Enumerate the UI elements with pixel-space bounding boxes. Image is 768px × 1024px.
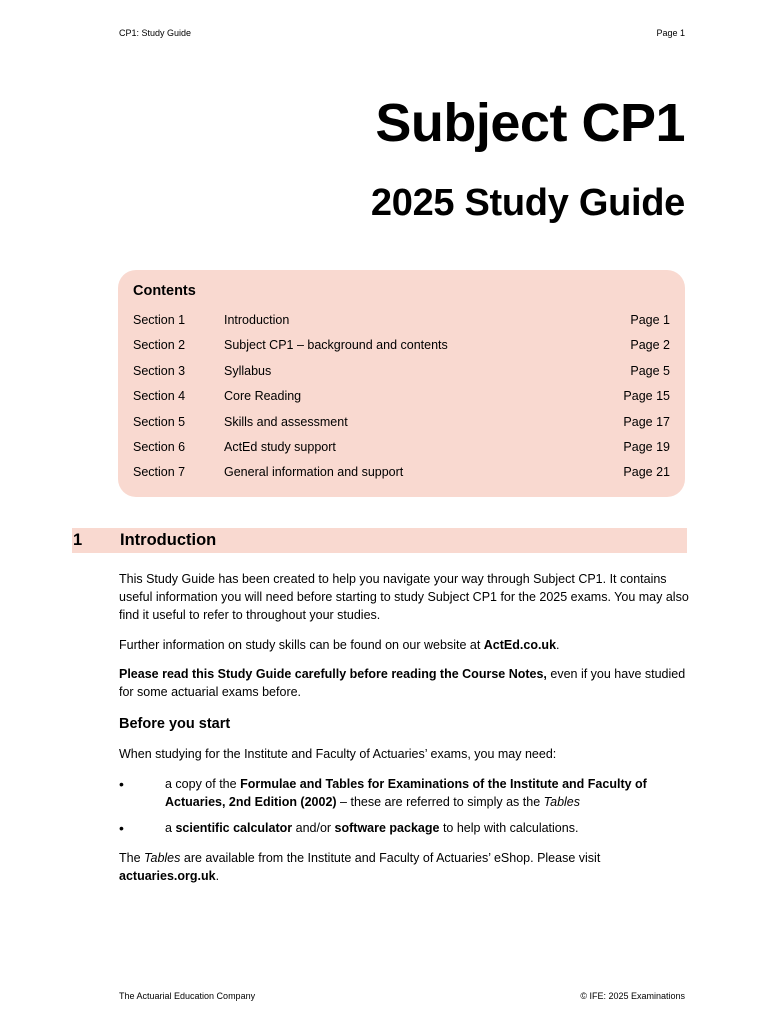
intro-paragraph: This Study Guide has been created to help you navigate your way through Subject CP1. It contains useful information you will need before starting to study Subject CP1 for the 2025 exams. You may also find it useful to refer to throughout your studies. <box>119 572 689 623</box>
section-number: 1 <box>73 531 83 549</box>
contents-page-ref: Page 21 <box>623 465 670 480</box>
bullet-text-part: a <box>165 821 176 836</box>
contents-row[interactable] <box>133 465 670 490</box>
tables-italic: Tables <box>543 794 580 809</box>
contents-row[interactable] <box>133 389 670 414</box>
contents-section-title: Subject CP1 – background and contents <box>224 338 448 353</box>
tables-italic: Tables <box>144 851 181 866</box>
contents-section-title: Introduction <box>224 313 290 327</box>
contents-section-label: Section 6 <box>133 439 186 454</box>
section-title: Introduction <box>120 531 217 549</box>
website-text: Further information on study skills can be found on our website at <box>119 637 484 652</box>
read-guide-paragraph <box>119 665 691 701</box>
read-guide-text: even if you have studied for some actuarial exams before. <box>119 666 686 700</box>
header-page-number: Page 1 <box>656 28 685 38</box>
acted-website-link[interactable]: ActEd.co.uk <box>483 637 557 652</box>
bullet-text-part: to help with calculations. <box>439 821 579 836</box>
contents-box <box>118 270 685 497</box>
contents-page-ref: Page 17 <box>623 414 670 429</box>
contents-section-label: Section 2 <box>133 338 186 353</box>
header-doc-name: CP1: Study Guide <box>119 28 192 38</box>
contents-page-ref: Page 19 <box>623 439 670 454</box>
read-guide-emphasis: Please read this Study Guide carefully before reading the Course Notes, <box>119 666 547 681</box>
calculator-emphasis: scientific calculator <box>175 821 293 836</box>
tables-book-title: Formulae and Tables for Examinations of the Institute and Faculty of Actuaries, 2nd Edition (2002) <box>165 776 647 809</box>
running-header <box>119 28 685 38</box>
contents-row[interactable] <box>133 313 670 338</box>
website-text-end: . <box>556 637 560 652</box>
bullet-text <box>165 775 691 811</box>
section-body <box>119 570 691 897</box>
document-subtitle: 2025 Study Guide <box>370 182 685 224</box>
website-paragraph <box>119 636 691 654</box>
contents-page-ref: Page 2 <box>630 338 670 353</box>
software-emphasis: software package <box>334 821 440 836</box>
running-footer <box>119 991 685 1001</box>
contents-section-label: Section 4 <box>133 389 186 404</box>
document-title: Subject CP1 <box>375 93 685 153</box>
contents-section-label: Section 1 <box>133 313 186 327</box>
eshop-text: The <box>119 851 145 866</box>
contents-row[interactable] <box>133 415 670 440</box>
bullet-icon: • <box>119 775 124 792</box>
footer-copyright: © IFE: 2025 Examinations <box>580 991 685 1001</box>
contents-section-title: Skills and assessment <box>224 414 348 429</box>
contents-section-label: Section 5 <box>133 414 186 429</box>
contents-page-ref: Page 1 <box>630 313 670 327</box>
list-item <box>119 819 691 837</box>
bullet-icon: • <box>119 820 124 837</box>
contents-section-title: Syllabus <box>224 363 272 378</box>
bullet-text-part: – these are referred to simply as the <box>336 794 544 809</box>
contents-heading: Contents <box>133 283 196 299</box>
contents-section-label: Section 3 <box>133 363 186 378</box>
bullet-text <box>165 819 691 837</box>
contents-row[interactable] <box>133 440 670 465</box>
contents-section-title: Core Reading <box>224 389 302 404</box>
contents-page-ref: Page 5 <box>630 363 670 378</box>
section-heading-bar <box>72 528 687 553</box>
eshop-text-end: . <box>215 869 220 884</box>
subheading-before-you-start: Before you start <box>119 716 231 733</box>
contents-section-title: ActEd study support <box>224 439 336 454</box>
footer-company: The Actuarial Education Company <box>119 991 256 1001</box>
contents-row[interactable] <box>133 364 670 389</box>
list-item <box>119 775 691 811</box>
bullet-text-part: and/or <box>292 821 335 836</box>
actuaries-website-link[interactable]: actuaries.org.uk <box>119 869 216 884</box>
contents-page-ref: Page 15 <box>623 389 670 404</box>
eshop-paragraph <box>119 849 691 885</box>
contents-section-label: Section 7 <box>133 465 186 480</box>
bullet-text-part: a copy of the <box>165 776 241 791</box>
contents-row[interactable] <box>133 338 670 363</box>
title-block <box>370 93 685 224</box>
eshop-text: are available from the Institute and Faculty of Actuaries’ eShop. Please visit <box>180 851 601 866</box>
contents-section-title: General information and support <box>224 465 404 480</box>
requirements-paragraph: When studying for the Institute and Faculty of Actuaries’ exams, you may need: <box>119 747 557 762</box>
